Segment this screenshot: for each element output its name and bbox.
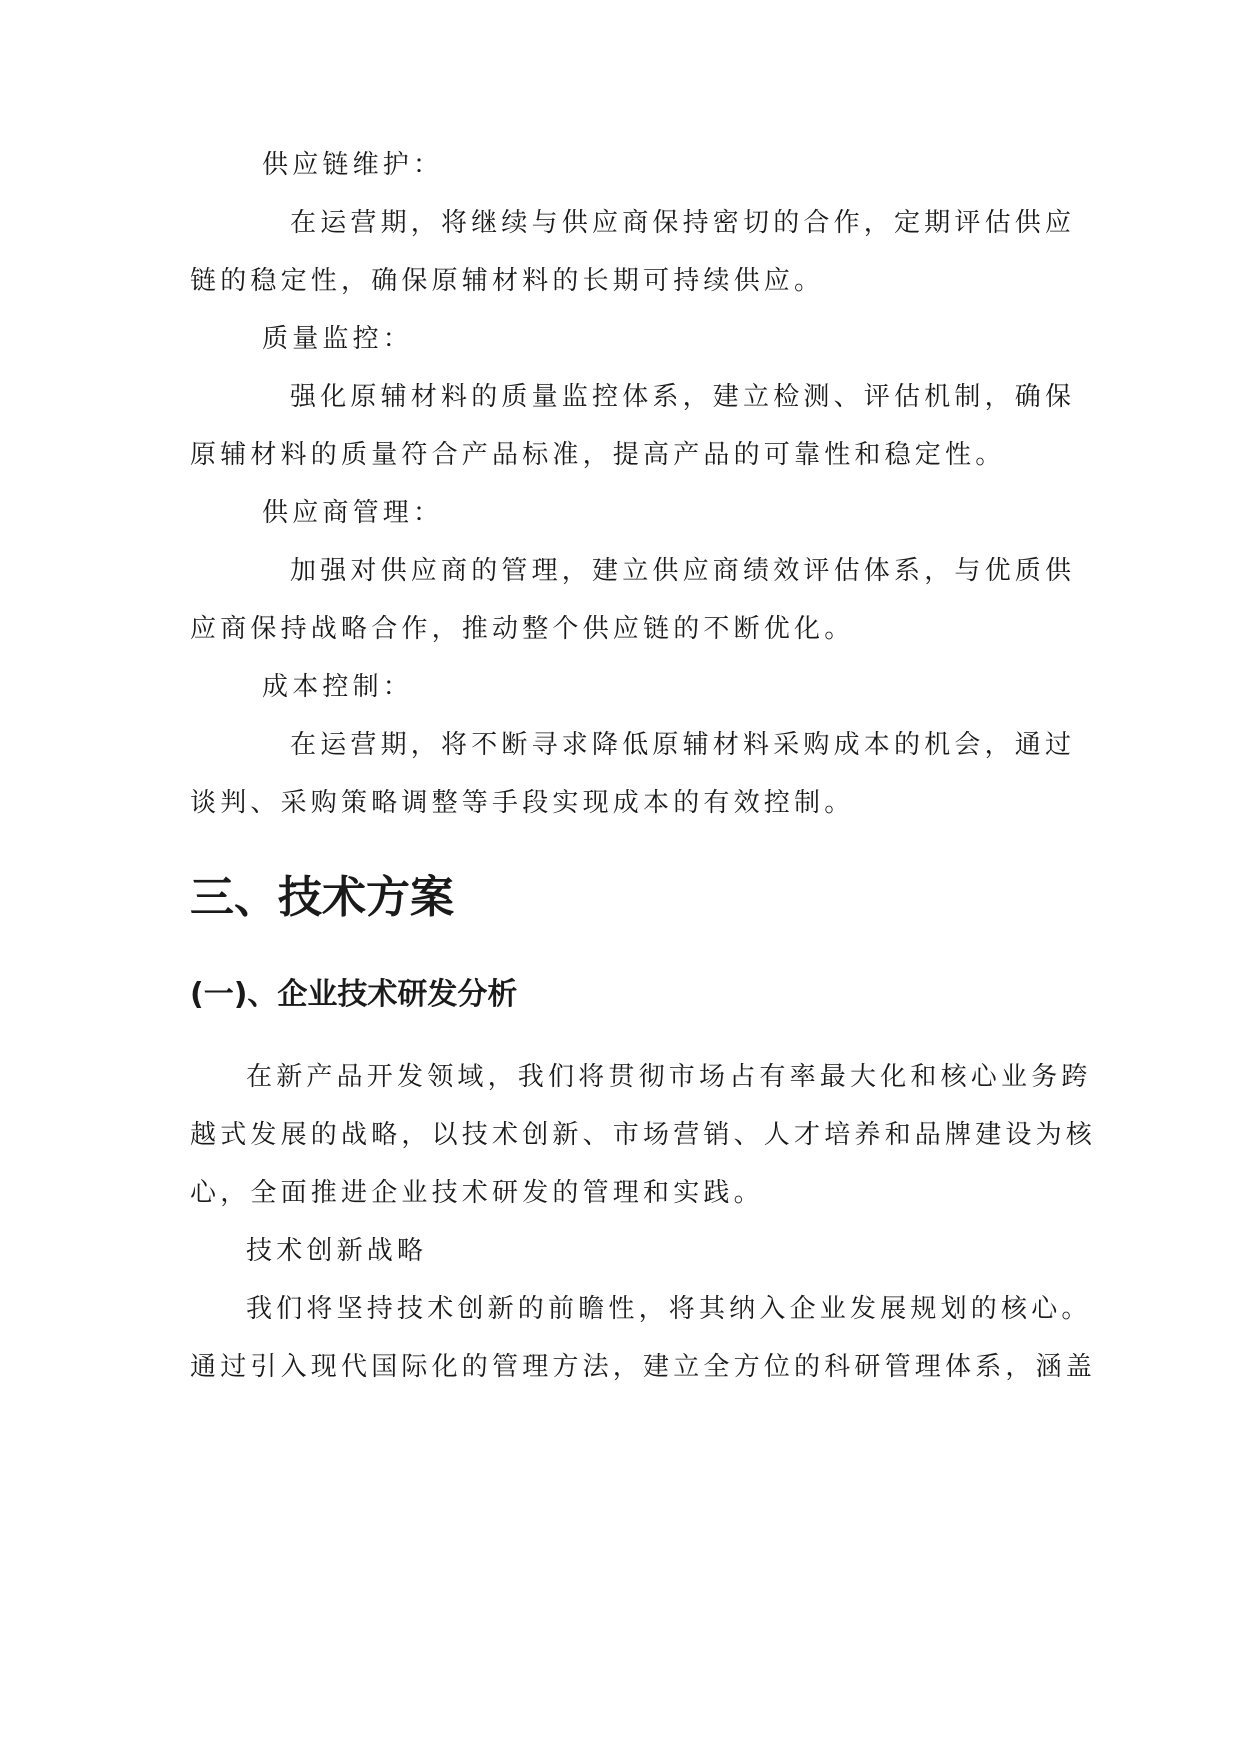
- heading-supply-chain-maintenance: 供应链维护：: [262, 150, 444, 180]
- paragraph-line: 我们将坚持技术创新的前瞻性，将其纳入企业发展规划的核心。: [246, 1294, 1092, 1324]
- heading-quality-monitoring: 质量监控：: [262, 324, 414, 354]
- heading-supplier-management: 供应商管理：: [262, 498, 444, 528]
- paragraph-line: 越式发展的战略，以技术创新、市场营销、人才培养和品牌建设为核: [190, 1120, 1097, 1150]
- paragraph-line: 在新产品开发领域，我们将贯彻市场占有率最大化和核心业务跨: [246, 1062, 1092, 1092]
- subsection-title: (一)、企业技术研发分析: [190, 977, 518, 1012]
- paragraph-line: 谈判、采购策略调整等手段实现成本的有效控制。: [190, 788, 855, 818]
- paragraph-line: 心，全面推进企业技术研发的管理和实践。: [190, 1178, 764, 1208]
- paragraph-line: 加强对供应商的管理，建立供应商绩效评估体系，与优质供: [290, 556, 1076, 586]
- paragraph-line: 链的稳定性，确保原辅材料的长期可持续供应。: [190, 266, 825, 296]
- paragraph-line: 原辅材料的质量符合产品标准，提高产品的可靠性和稳定性。: [190, 440, 1006, 470]
- chapter-title: 三、技术方案: [190, 872, 454, 923]
- heading-tech-strategy: 技术创新战略: [246, 1236, 428, 1266]
- heading-cost-control: 成本控制：: [262, 672, 414, 702]
- paragraph-line: 强化原辅材料的质量监控体系，建立检测、评估机制，确保: [290, 382, 1076, 412]
- paragraph-line: 通过引入现代国际化的管理方法，建立全方位的科研管理体系，涵盖: [190, 1352, 1097, 1382]
- paragraph-line: 在运营期，将不断寻求降低原辅材料采购成本的机会，通过: [290, 730, 1076, 760]
- paragraph-line: 在运营期，将继续与供应商保持密切的合作，定期评估供应: [290, 208, 1076, 238]
- paragraph-line: 应商保持战略合作，推动整个供应链的不断优化。: [190, 614, 855, 644]
